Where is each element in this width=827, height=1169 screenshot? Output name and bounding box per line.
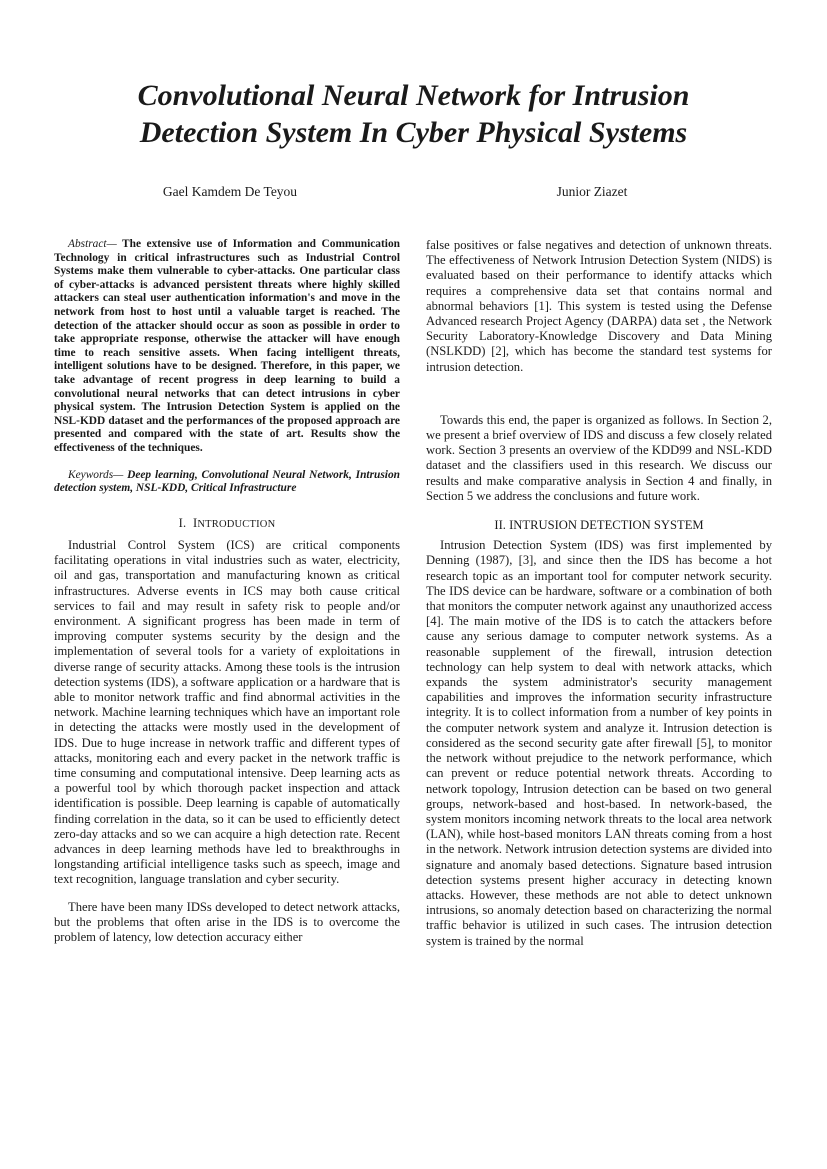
ids-paragraph-1: Intrusion Detection System (IDS) was first implemented by Denning (1987), [3], and since then the IDS has become a hot research topic as an important tool for computer network security. The IDS device can be hardware, software or a combination of both that monitors the computer network against any unauthorized access [4]. The main motive of the IDS is to catch the attackers before cause any serious damage to computer network systems. As a reasonable supplement of the firewall, intrusion detection technology can help system to deal with network attacks, which expands the system administrator's security management capabilities and improves the information security infrastructure integrity. It is to collect information from a number of key points in the computer network system and analyze it. Intrusion detection is considered as the second security gate after firewall [5], to monitor the network without prejudice to the network performance, which can prevent or reduce potential network threats. According to network topology, Intrusion detection can be based on two general groups, network-based and host-based. In network-based, the system monitors incoming network threats to the local area network (LAN), while host-based monitors LAN threats coming from a host in the network. Network intrusion detection systems are divided into signature and anomaly based detections. Signature based intrusion detection systems present higher accuracy in detecting known attacks. However, these methods are not able to detect unknown intrusions, so anomaly detection based on characterizing the normal traffic behavior is utilized in such cases. The intrusion detection system is trained by the normal — [426, 538, 772, 948]
author-2: Junior Ziazet — [556, 184, 628, 199]
right-column — [426, 238, 772, 949]
section-1-title-first: I — [192, 515, 198, 530]
paper-title — [40, 77, 787, 151]
keywords — [54, 469, 400, 496]
intro-paragraph-2: There have been many IDSs developed to detect network attacks, but the problems that often arise in the IDS is to overcome the problem of latency, low detection accuracy either — [54, 899, 400, 944]
section-2-heading: II. INTRUSION DETECTION SYSTEM — [494, 518, 704, 533]
abstract-text: The extensive use of Information and Communication Technology in critical infrastructures such as Industrial Control Systems make them vulnerable to cyber-attacks. One particular class of cyber-attacks is advanced persistent threats where highly skilled attackers can steal user authentication information's and move in the network from host to host until a valuable target is reached. The detection of the attacker should occur as soon as possible in order to take appropriate response, otherwise the attacker will have enough time to reach sensitive assets. When facing intelligent threats, intelligent solutions have to be designed. Therefore, in this paper, we take advantage of recent progress in deep learning to build a convolutional neural networks that can detect intrusions in cyber physical system. The Intrusion Detection System is applied on the NSL-KDD dataset and the performances of the proposed approach are presented and compared with the state of art. Results show the effectiveness of the techniques. — [54, 238, 400, 454]
section-1-title-rest: NTRODUCTION — [197, 518, 276, 530]
keywords-text: Deep learning, Convolutional Neural Network, Intrusion detection system, NSL-KDD, Critical Infrastructure — [54, 468, 400, 495]
right-paragraph-2: Towards this end, the paper is organized as follows. In Section 2, we present a brief overview of IDS and discuss a few closely related work. Section 3 presents an overview of the KDD99 and NSL-KDD dataset and the classifiers used in this research. We discuss our results and make comparative analysis in Section 4 and finally, in Section 5 we address the conclusions and future work. — [426, 412, 772, 503]
intro-paragraph-1: Industrial Control System (ICS) are critical components facilitating operations in vital industries such as water, electricity, oil and gas, transportation and manufacturing known as critical infrastructures. Adverse events in ICS may both cause critical services to fail and may result in safety risk to people and/or environment. A significant progress has been made in term of improving computer systems security by the design and the implementation of several tools for a variety of exploitations in diverse range of security attacks. Among these tools is the intrusion detection systems (IDS), a software application or a hardware that is able to monitor network traffic and find abnormal activities in the network. Machine learning techniques which have an important role in detecting the attacks were mostly used in the development of IDS. Due to huge increase in network traffic and different types of attacks, monitoring each and every packet in the network traffic is time consuming and computational intensive. Deep learning acts as a powerful tool by which thorough packet inspection and attack identification is possible. Deep learning is capable of automatically finding correlation in the data, so it can be used to efficiently detect zero-day attacks and so we can acquire a high detection rate. Recent advances in deep learning methods have led to breakthroughs in longstanding artificial intelligence tasks such as speech, image and text recognition, language translation and cyber security. — [54, 537, 400, 887]
keywords-label: Keywords— — [68, 468, 124, 481]
title-line-1: Convolutional Neural Network for Intrusion — [137, 79, 690, 112]
abstract-label: Abstract— — [68, 238, 117, 250]
right-paragraph-1: false positives or false negatives and detection of unknown threats. The effectiveness of Network Intrusion Detection System (NIDS) is evaluated based on their performance to identify attacks which requires a comprehensive data set that contains normal and abnormal behaviors [1]. This system is tested using the Defense Advanced research Project Agency (DARPA) data set , the Network Security Laboratory-Knowledge Discovery and Data Mining (NSLKDD) [2], which has become the standard test systems for intrusion detection. — [426, 238, 772, 374]
left-column — [54, 238, 400, 945]
section-1-heading — [54, 516, 400, 532]
section-1-number: I. — [178, 515, 187, 530]
abstract — [54, 238, 400, 456]
title-line-2: Detection System In Cyber Physical Systems — [139, 116, 688, 149]
author-1: Gael Kamdem De Teyou — [162, 184, 298, 199]
